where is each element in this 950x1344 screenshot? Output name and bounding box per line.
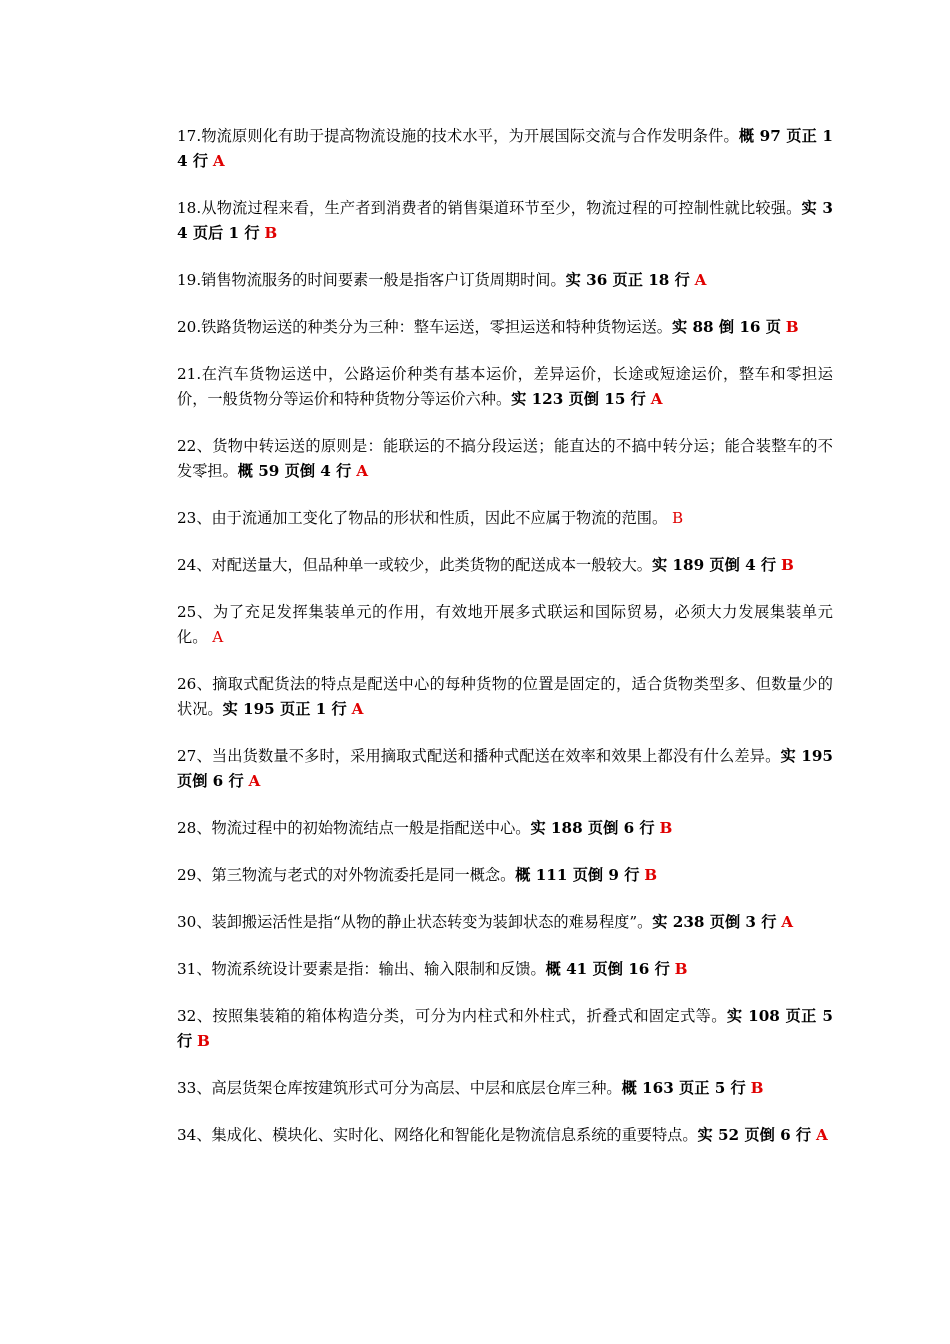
answer-label: A (248, 772, 261, 790)
answer-label: B (780, 556, 794, 574)
page-reference: 概 41 页倒 16 行 (545, 960, 670, 978)
question-item (177, 1076, 833, 1101)
question-item (177, 863, 833, 888)
answer-label: B (264, 224, 278, 242)
question-text: 25、为了充足发挥集装单元的作用，有效地开展多式联运和国际贸易，必须大力发展集装单元化。 (177, 603, 833, 646)
question-text: 21.在汽车货物运送中，公路运价种类有基本运价，差异运价，长途或短途运价，整车和零担运价，一般货物分等运价和特种货物分等运价六种。 (177, 365, 833, 408)
answer-label: A (650, 390, 663, 408)
page-reference: 实 188 页倒 6 行 (530, 819, 655, 837)
question-text: 22、货物中转运送的原则是：能联运的不搞分段运送；能直达的不搞中转分运；能合装整车的不发零担。 (177, 437, 833, 480)
question-item (177, 744, 833, 794)
question-item (177, 910, 833, 935)
answer-label: A (356, 462, 368, 480)
question-item (177, 434, 833, 484)
page-reference: 实 88 倒 16 页 (671, 318, 781, 336)
question-item (177, 672, 833, 722)
answer-label: B (644, 866, 658, 884)
answer-label: A (815, 1126, 828, 1144)
answer-label: B (671, 509, 684, 527)
page-reference: 实 238 页倒 3 行 (652, 913, 777, 931)
question-text: 19.销售物流服务的时间要素一般是指客户订货周期时间。 (177, 271, 566, 289)
question-item (177, 1123, 833, 1148)
page-reference: 实 52 页倒 6 行 (697, 1126, 812, 1144)
page-reference: 实 195 页正 1 行 (222, 700, 347, 718)
question-item (177, 553, 833, 578)
answer-label: A (212, 152, 225, 170)
page-reference: 实 34 页后 1 行 (177, 199, 833, 242)
question-item (177, 362, 833, 412)
question-text: 30、装卸搬运活性是指“从物的静止状态转变为装卸状态的难易程度”。 (177, 913, 653, 931)
answer-label: B (785, 318, 799, 336)
page-reference: 实 123 页倒 15 行 (511, 390, 646, 408)
page-reference: 概 111 页倒 9 行 (515, 866, 640, 884)
answer-label: A (212, 628, 224, 646)
question-text: 34、集成化、模块化、实时化、网络化和智能化是物流信息系统的重要特点。 (177, 1126, 698, 1144)
question-item (177, 124, 833, 174)
answer-label: A (781, 913, 794, 931)
answer-label: B (674, 960, 688, 978)
page-reference: 概 163 页正 5 行 (621, 1079, 746, 1097)
question-item (177, 1004, 833, 1054)
question-text: 31、物流系统设计要素是指：输出、输入限制和反馈。 (177, 960, 546, 978)
page-reference: 实 195 页倒 6 行 (177, 747, 833, 790)
question-text: 23、由于流通加工变化了物品的形状和性质，因此不应属于物流的范围。 (177, 509, 668, 527)
page-reference: 实 36 页正 18 行 (565, 271, 690, 289)
question-text: 28、物流过程中的初始物流结点一般是指配送中心。 (177, 819, 531, 837)
answer-label: B (750, 1079, 764, 1097)
answer-label: A (694, 271, 707, 289)
answer-label: A (351, 700, 364, 718)
question-text: 29、第三物流与老式的对外物流委托是同一概念。 (177, 866, 516, 884)
question-item (177, 315, 833, 340)
answer-label: B (659, 819, 673, 837)
question-item (177, 268, 833, 293)
question-item (177, 506, 833, 531)
question-text: 27、当出货数量不多时，采用摘取式配送和播种式配送在效率和效果上都没有什么差异。 (177, 747, 781, 765)
question-item (177, 600, 833, 650)
question-text: 33、高层货架仓库按建筑形式可分为高层、中层和底层仓库三种。 (177, 1079, 622, 1097)
page-reference: 概 59 页倒 4 行 (237, 462, 352, 480)
question-text: 24、对配送量大，但品种单一或较少，此类货物的配送成本一般较大。 (177, 556, 652, 574)
question-text: 26、摘取式配货法的特点是配送中心的每种货物的位置是固定的，适合货物类型多、但数量少的状况。 (177, 675, 833, 718)
question-list (177, 124, 833, 1170)
question-text: 32、按照集装箱的箱体构造分类，可分为内柱式和外柱式，折叠式和固定式等。 (177, 1007, 727, 1025)
page-reference: 实 108 页正 5 行 (177, 1007, 833, 1050)
answer-label: B (197, 1032, 210, 1050)
question-text: 20.铁路货物运送的种类分为三种：整车运送，零担运送和特种货物运送。 (177, 318, 672, 336)
page-reference: 实 189 页倒 4 行 (651, 556, 777, 574)
question-item (177, 816, 833, 841)
question-item (177, 196, 833, 246)
page-reference: 概 97 页正 14 行 (177, 127, 833, 170)
question-text: 17.物流原则化有助于提高物流设施的技术水平，为开展国际交流与合作发明条件。 (177, 127, 739, 145)
question-item (177, 957, 833, 982)
question-text: 18.从物流过程来看，生产者到消费者的销售渠道环节至少，物流过程的可控制性就比较强。 (177, 199, 802, 217)
